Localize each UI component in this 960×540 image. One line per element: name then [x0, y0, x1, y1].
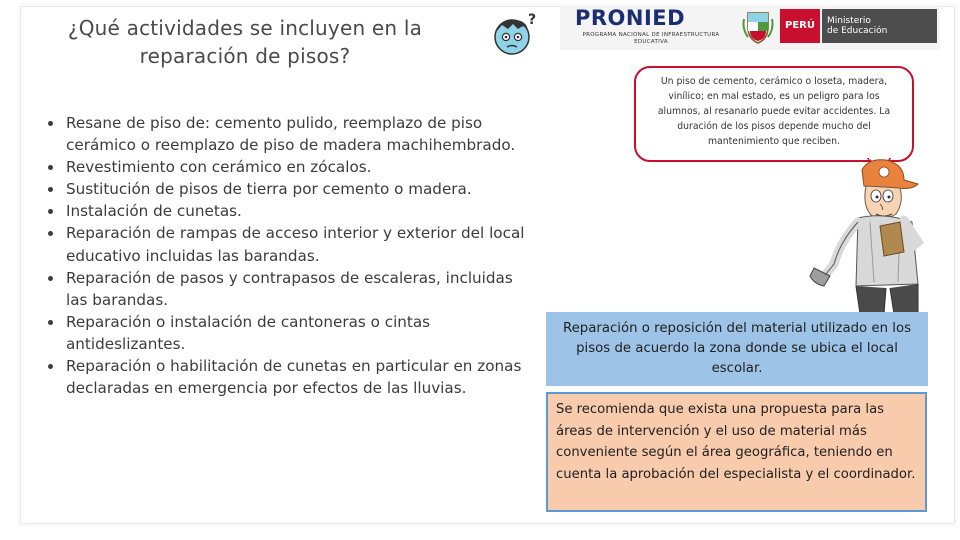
title-line-1: ¿Qué actividades se incluyen en la [67, 16, 423, 40]
ministry-label [822, 9, 937, 43]
activity-item: • Reparación de pasos y contrapasos de escaleras, incluidas las barandas. [64, 267, 536, 311]
activity-item: • Instalación de cunetas. [64, 200, 536, 222]
title-line-2: reparación de pisos? [139, 44, 351, 68]
page-title [30, 14, 460, 70]
svg-text:?: ? [528, 12, 537, 28]
pronied-name: PRONIED [575, 6, 686, 30]
ministry-line-2: de Educación [827, 26, 888, 36]
peru-label: PERÚ [780, 9, 820, 43]
activities-list [42, 112, 536, 399]
coat-of-arms-icon [740, 9, 776, 45]
activity-item: • Reparación de rampas de acceso interior y exterior del local educativo incluidas las barandas. [64, 222, 536, 266]
pronied-logo [575, 6, 725, 48]
activity-item: • Reparación o instalación de cantoneras o cintas antideslizantes. [64, 311, 536, 355]
speech-bubble: Un piso de cemento, cerámico o loseta, madera, vinílico; en mal estado, es un peligro para los alumnos, al resanarlo puede evitar accidentes. La duración de los pisos depende mucho del mantenimiento que reciben. [634, 66, 914, 162]
construction-worker-illustration [800, 156, 930, 316]
activity-item: • Resane de piso de: cemento pulido, reemplazo de piso cerámico o reemplazo de piso de madera machihembrado. [64, 112, 536, 156]
material-replacement-box: Reparación o reposición del material utilizado en los pisos de acuerdo la zona donde se ubica el local escolar. [546, 312, 928, 386]
thinking-face-icon [490, 10, 540, 60]
activity-item: • Revestimiento con cerámico en zócalos. [64, 156, 536, 178]
pronied-subtitle: PROGRAMA NACIONAL DE INFRAESTRUCTURA EDUCATIVA [582, 32, 720, 45]
ministry-line-1: Ministerio [827, 16, 871, 26]
recommendation-box: Se recomienda que exista una propuesta para las áreas de intervención y el uso de material más conveniente según el área geográfica, teniendo en cuenta la aprobación del especialista y el coordinador. [546, 392, 927, 512]
activity-item: • Reparación o habilitación de cunetas en particular en zonas declaradas en emergencia por efectos de las lluvias. [64, 355, 536, 399]
activity-item: • Sustitución de pisos de tierra por cemento o madera. [64, 178, 536, 200]
